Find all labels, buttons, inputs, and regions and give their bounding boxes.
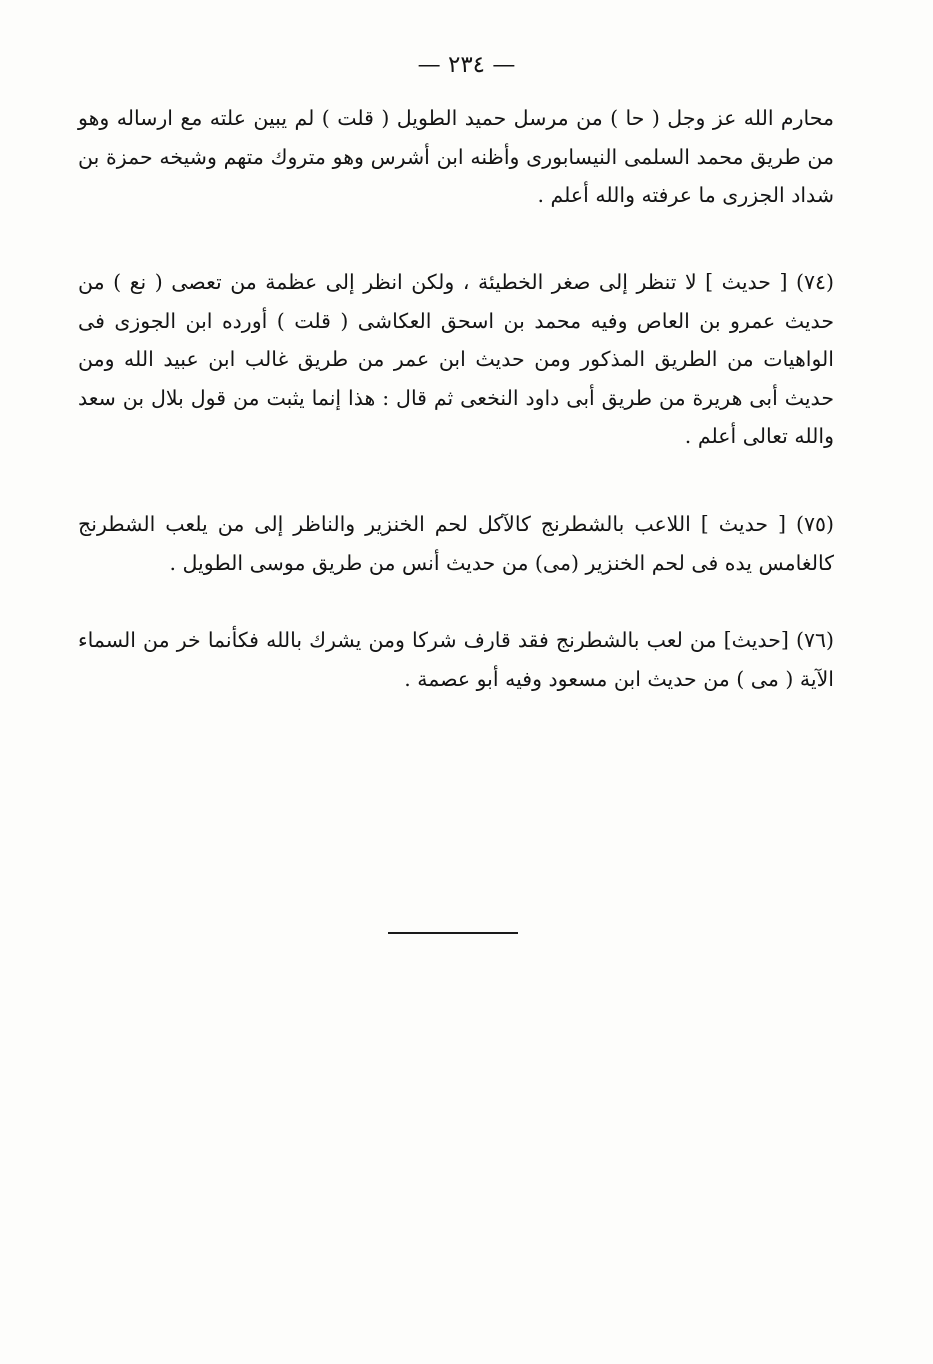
page-number: — ٢٣٤ — (417, 52, 516, 78)
paragraph-hadith-75 (78, 505, 834, 582)
paragraph-text: (٧٤) [ حديث ] لا تنظر إلى صغر الخطيئة ، ولكن انظر إلى عظمة من تعصى ( نع ) من حديث عمرو بن العاص وفيه محمد بن اسحق العكاشى ( قلت ) أورده ابن الجوزى فى الواهيات من الطريق المذكور ومن حديث ابن عمر من طريق غالب ابن عبيد الله ومن حديث أبى هريرة من طريق أبى داود النخعى ثم قال : هذا إنما يثبت من قول بلال بن سعد والله تعالى أعلم . (78, 270, 834, 448)
paragraph-hadith-76 (78, 621, 834, 698)
paragraph-hadith-74 (78, 263, 834, 456)
paragraph-text: (٧٥) [ حديث ] اللاعب بالشطرنج كالآكل لحم الخنزير والناظر إلى من يلعب الشطرنج كالغامس يده فى لحم الخنزير (مى) من حديث أنس من طريق موسى الطويل . (78, 512, 834, 575)
section-end-rule (388, 932, 518, 934)
paragraph-intro (78, 99, 834, 215)
paragraph-text: (٧٦) [حديث] من لعب بالشطرنج فقد قارف شركا ومن يشرك بالله فكأنما خر من السماء الآية ( مى ) من حديث ابن مسعود وفيه أبو عصمة . (78, 628, 834, 691)
paragraph-text: محارم الله عز وجل ( حا ) من مرسل حميد الطويل ( قلت ) لم يبين علته مع ارساله وهو من طريق محمد السلمى النيسابورى وأظنه ابن أشرس وهو متروك متهم وشيخه حمزة بن شداد الجزرى ما عرفته والله أعلم . (78, 106, 834, 207)
